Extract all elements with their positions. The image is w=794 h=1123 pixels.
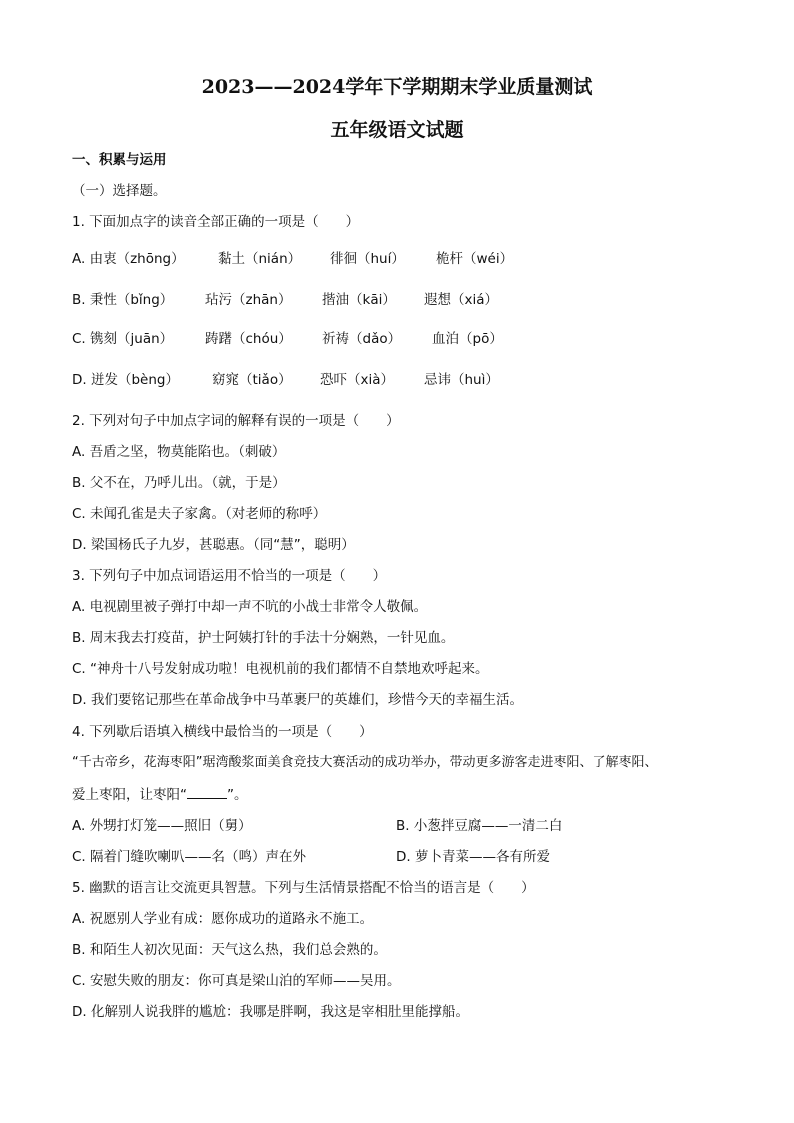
q3-stem: 3. 下列句子中加点词语运用不恰当的一项是（ ） (72, 568, 387, 584)
q1-b-2: 玷污（zhān） (205, 292, 292, 308)
section-heading: 一、积累与运用 (72, 152, 167, 168)
q1-a-3: 徘徊（huí） (330, 251, 405, 267)
q2-option-a: A. 吾盾之坚，物莫能陷也。（刺破） (72, 444, 286, 460)
q3-option-a: A. 电视剧里被子弹打中却一声不吭的小战士非常令人敬佩。 (72, 599, 428, 615)
q1-d-4: 忌讳（huì） (424, 372, 499, 388)
q5-option-a: A. 祝愿别人学业有成：愿你成功的道路永不施工。 (72, 911, 374, 927)
q1-b-3: 揩油（kāi） (322, 292, 396, 308)
exam-title: 2023——2024学年下学期期末学业质量测试 (201, 76, 593, 98)
q1-c-4: 血泊（pō） (432, 331, 503, 347)
q1-d-3: 恐吓（xià） (320, 372, 395, 388)
q5-option-c: C. 安慰失败的朋友：你可真是梁山泊的军师——吴用。 (72, 973, 401, 989)
q4-option-b: B. 小葱拌豆腐——一清二白 (396, 818, 563, 834)
q1-b-1: B. 秉性（bǐng） (72, 292, 174, 308)
q1-c-3: 祈祷（dǎo） (322, 331, 402, 347)
q2-stem: 2. 下列对句子中加点字词的解释有误的一项是（ ） (72, 413, 400, 429)
q4-stem: 4. 下列歇后语填入横线中最恰当的一项是（ ） (72, 724, 373, 740)
q5-option-d: D. 化解别人说我胖的尴尬：我哪是胖啊，我这是宰相肚里能撑船。 (72, 1004, 469, 1020)
q1-b-4: 遐想（xiá） (424, 292, 499, 308)
q4-option-a: A. 外甥打灯笼——照旧（舅） (72, 818, 252, 834)
exam-subtitle: 五年级语文试题 (330, 119, 464, 141)
q1-c-2: 踌躇（chóu） (205, 331, 292, 347)
q1-stem: 1. 下面加点字的读音全部正确的一项是（ ） (72, 214, 360, 230)
q1-c-1: C. 镌刻（juān） (72, 331, 174, 347)
q4-option-c: C. 隔着门缝吹喇叭——名（鸣）声在外 (72, 849, 307, 865)
q4-option-d: D. 萝卜青菜——各有所爱 (396, 849, 550, 865)
q3-option-c: C. “神舟十八号发射成功啦！电视机前的我们都情不自禁地欢呼起来。 (72, 661, 489, 677)
q1-a-4: 桅杆（wéi） (436, 251, 514, 267)
q4-passage-line2 (72, 786, 248, 804)
q3-option-d: D. 我们要铭记那些在革命战争中马革裹尸的英雄们，珍惜今天的幸福生活。 (72, 692, 523, 708)
q4-passage-post: ”。 (227, 787, 248, 803)
q4-passage-line1: “千古帝乡，花海枣阳”琚湾酸浆面美食竞技大赛活动的成功举办，带动更多游客走进枣阳、了解枣阳、 (72, 755, 658, 770)
q1-a-1: A. 由衷（zhōng） (72, 251, 185, 267)
q1-a-2: 黏土（nián） (218, 251, 302, 267)
q2-option-d: D. 梁国杨氏子九岁，甚聪惠。（同“慧”，聪明） (72, 537, 355, 553)
q5-stem: 5. 幽默的语言让交流更具智慧。下列与生活情景搭配不恰当的语言是（ ） (72, 880, 535, 896)
q5-option-b: B. 和陌生人初次见面：天气这么热，我们总会熟的。 (72, 942, 387, 958)
q4-blank (187, 786, 227, 799)
q1-d-2: 窈窕（tiǎo） (212, 372, 292, 388)
q4-passage-pre: 爱上枣阳，让枣阳“ (72, 787, 187, 803)
q1-d-1: D. 迸发（bèng） (72, 372, 179, 388)
q2-option-b: B. 父不在，乃呼儿出。（就，于是） (72, 475, 286, 491)
subsection-heading: （一）选择题。 (72, 183, 167, 199)
q2-option-c: C. 未闻孔雀是夫子家禽。（对老师的称呼） (72, 506, 327, 522)
q3-option-b: B. 周末我去打疫苗，护士阿姨打针的手法十分娴熟，一针见血。 (72, 630, 455, 646)
